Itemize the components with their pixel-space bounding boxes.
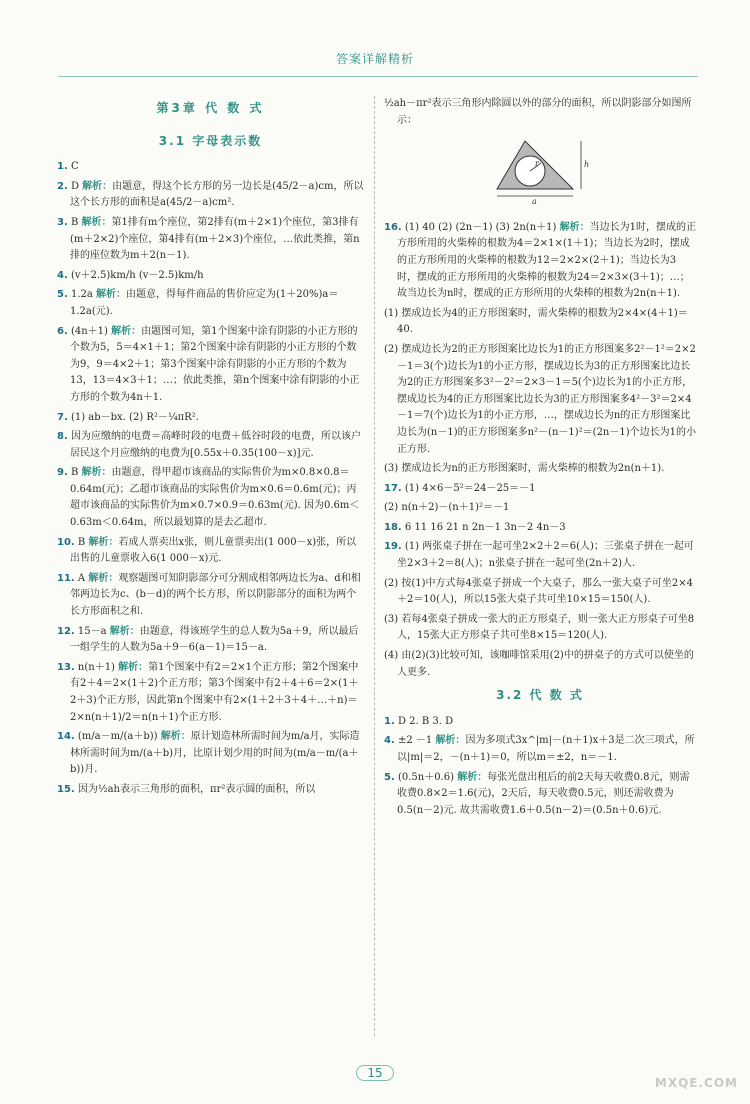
item-answer: 因为应缴纳的电费＝高峰时段的电费＋低谷时段的电费，所以该户居民这个月应缴纳的电费为[0.55x＋0.35(100－x)]元.	[70, 431, 361, 459]
answer-item	[384, 481, 696, 498]
answer-item	[57, 571, 364, 621]
triangle-circle-diagram	[485, 133, 595, 205]
answer-item	[57, 159, 364, 176]
item-answer: (2) n(n＋2)－(n＋1)²＝－1	[384, 502, 510, 514]
a-label: a	[532, 197, 537, 206]
answer-item	[384, 500, 696, 517]
right-column	[384, 96, 696, 822]
item-explanation: 由题意，得每件商品的售价应定为(1＋20%)a＝1.2a(元).	[70, 289, 339, 317]
item-answer: D 2. B 3. D	[397, 715, 454, 727]
item-answer: (4) 由(2)(3)比较可知，该咖啡馆采用(2)中的拼桌子的方式可以使坐的人更多.	[384, 650, 694, 678]
item-answer: D	[70, 180, 79, 192]
answer-item	[384, 714, 696, 731]
analysis-label: 解析：	[118, 661, 149, 673]
answer-item	[384, 520, 696, 537]
item-answer: ±2 －1	[397, 735, 433, 747]
answer-item	[57, 729, 364, 779]
answer-item	[384, 461, 696, 478]
answer-item	[384, 220, 696, 303]
answer-item	[57, 324, 364, 407]
column-divider	[374, 96, 375, 1036]
answer-item	[57, 179, 364, 212]
item-number: 4.	[57, 269, 68, 281]
analysis-label: 解析：	[81, 216, 112, 228]
item-number: 11.	[57, 572, 75, 584]
answer-item	[57, 660, 364, 726]
item-answer: 因为½ah表示三角形的面积，πr²表示圆的面积，所以	[77, 783, 316, 795]
analysis-label: 解析：	[109, 625, 140, 637]
item-answer: (0.5n＋0.6)	[397, 771, 455, 783]
item-explanation: 由题意，得这个长方形的另一边长是(45/2－a)cm，所以这个长方形的面积是a(45/2－a)cm².	[70, 180, 364, 209]
item-answer: B	[77, 536, 86, 548]
item-answer: (v＋2.5)km/h (v－2.5)km/h	[70, 269, 204, 281]
answer-item	[57, 410, 364, 427]
answer-item	[57, 782, 364, 799]
left-column	[57, 96, 364, 802]
item-explanation: 由题意，得该班学生的总人数为5a＋9，所以最后一组学生的人数为5a＋9－6(a－1)＝15－a.	[70, 625, 359, 654]
section-title-3-2: 3.2 代 数 式	[496, 688, 584, 703]
item-number: 8.	[57, 431, 68, 443]
right-answer-list	[384, 220, 696, 681]
item-number: 1.	[384, 715, 395, 727]
item-answer: (1) 摆成边长为4的正方形图案时，需火柴棒的根数为2×4×(4＋1)＝40.	[384, 307, 688, 336]
item-answer: B	[70, 216, 79, 228]
answer-item	[57, 465, 364, 531]
answer-item	[57, 429, 364, 462]
item-answer: (2) 按(1)中方式每4张桌子拼成一个大桌子，那么一张大桌子可坐2×4＋2＝10(人)，所以15张大桌子共可坐10×15＝150(人).	[384, 577, 693, 606]
item-number: 1.	[57, 161, 68, 173]
header-rule	[58, 76, 698, 77]
item-answer: C	[70, 161, 79, 173]
item-answer: (m/a－m/(a＋b))	[77, 731, 158, 743]
item-answer: (1) ab－bx. (2) R²－¼πR².	[70, 411, 199, 423]
item-explanation: 若成人票卖出x张，则儿童票卖出(1 000－x)张，所以出售的儿童票收入6(1 000－x)元.	[70, 536, 357, 565]
triangle-figure	[384, 133, 696, 212]
page-footer	[0, 1062, 750, 1081]
item-explanation: 每张光盘出租后的前2天每天收费0.8元，则需收费0.8×2＝1.6(元)，2天后，每天收费0.5元，则还需收费为0.5(n－2)元. 故共需收费1.6＋0.5(n－2)＝(0.5n＋0.6)元.	[397, 771, 690, 816]
item-answer: 1.2a	[70, 289, 93, 301]
item-explanation: 当边长为1时，摆成的正方形所用的火柴棒的根数为4＝2×1×(1＋1)；当边长为2时，摆成的正方形所用的火柴棒的根数为12＝2×2×(2＋1)；当边长为3时，摆成的正方形所用的火柴棒的根数为24＝2×3×(3＋1)；…；故当边长为n时，摆成的正方形所用的火柴棒的根数为2n(n＋1).	[397, 221, 696, 300]
analysis-label: 解析：	[88, 572, 119, 584]
analysis-label: 解析：	[82, 180, 113, 192]
item-answer: B	[70, 467, 79, 479]
item-number: 5.	[57, 289, 68, 301]
item-number: 7.	[57, 411, 68, 423]
left-answer-list	[57, 159, 364, 798]
analysis-label: 解析：	[81, 467, 112, 479]
item-number: 12.	[57, 625, 75, 637]
item-number: 17.	[384, 482, 402, 494]
r-label: r	[535, 159, 539, 169]
item-number: 14.	[57, 731, 75, 743]
analysis-label: 解析：	[96, 289, 127, 301]
answer-item	[384, 576, 696, 609]
running-header: 答案详解精析	[335, 52, 414, 66]
right-answer-list-2	[384, 714, 696, 820]
item-number: 19.	[384, 541, 402, 553]
answer-item	[384, 648, 696, 681]
item-explanation: 由题图可知，第1个图案中涂有阴影的小正方形的个数为5，5＝4×1＋1；第2个图案中涂有阴影的小正方形的个数为9，9＝4×2＋1；第3个图案中涂有阴影的小正方形的个数为13，13＝4×3＋1；…；依此类推，第n个图案中涂有阴影的小正方形的个数为4n＋1.	[70, 325, 360, 403]
item-answer: (4n＋1)	[70, 325, 108, 337]
item-answer: (1) 4×6－5²＝24－25＝－1	[404, 482, 536, 494]
answer-item	[57, 215, 364, 265]
analysis-label: 解析：	[88, 536, 119, 548]
item-number: 6.	[57, 325, 68, 337]
answer-item	[57, 268, 364, 285]
item-number: 3.	[57, 216, 68, 228]
item-answer: n(n＋1)	[77, 661, 115, 673]
answer-item	[384, 342, 696, 458]
item-answer: (1) 40 (2) (2n－1) (3) 2n(n＋1)	[404, 221, 557, 233]
answer-item	[384, 539, 696, 572]
h-label: h	[584, 160, 590, 170]
answer-item	[384, 306, 696, 339]
item-number: 2.	[57, 180, 68, 192]
answer-15-continuation: ½ah－πr²表示三角形内除圆以外的部分的面积，所以阴影部分如图所示：	[384, 98, 692, 126]
item-number: 15.	[57, 783, 75, 795]
answer-item	[384, 612, 696, 645]
watermark-logo: MXQE.COM	[654, 1076, 738, 1090]
item-number: 13.	[57, 661, 75, 673]
analysis-label: 解析：	[160, 731, 191, 743]
item-answer: 6 11 16 21 n 2n－1 3n－2 4n－3	[404, 521, 566, 533]
item-explanation: 观察题图可知阴影部分可分割成相邻两边长为a、d和相邻两边长为c、(b－d)的两个长方形，所以阴影部分的面积为两个长方形面积之和.	[70, 572, 361, 618]
analysis-label: 解析：	[559, 221, 590, 233]
answer-item	[384, 770, 696, 820]
item-answer: (3) 摆成边长为n的正方形图案时，需火柴棒的根数为2n(n＋1).	[384, 463, 665, 475]
answer-item	[57, 535, 364, 568]
item-answer: (2) 摆成边长为2的正方形图案比边长为1的正方形图案多2²－1²＝2×2－1＝3(个)边长为1的小正方形，摆成边长为3的正方形图案比边长为2的正方形图案多3²－2²＝2×3－1＝5(个)边长为1的小正方形，摆成边长为4的正方形图案比边长为3的正方形图案多4²－3²＝2×4－1＝7(个)边长为1的小正方形，…，摆成边长为n的正方形图案比边长为(n－1)的正方形图案多n²－(n－1)²＝(2n－1)个边长为1的小正方形.	[384, 343, 696, 455]
section-title-3-1: 3.1 字母表示数	[158, 133, 263, 148]
item-answer: (1) 两张桌子拼在一起可坐2×2＋2＝6(人)；三张桌子拼在一起可坐2×3＋2＝8(人)；n张桌子拼在一起可坐(2n＋2)人.	[397, 541, 694, 570]
item-answer: A	[77, 572, 86, 584]
item-explanation: 因为多项式3x^|m|－(n＋1)x＋3是二次三项式，所以|m|＝2，－(n＋1)＝0，所以m＝±2，n＝－1.	[397, 735, 695, 763]
item-number: 9.	[57, 467, 68, 479]
chapter-title: 第3章 代 数 式	[156, 101, 265, 115]
answer-item	[384, 733, 696, 766]
answer-item	[57, 287, 364, 320]
answer-item	[57, 624, 364, 657]
item-explanation: 由题意，得甲超市该商品的实际售价为m×0.8×0.8＝0.64m(元)；乙超市该商品的实际售价为m×0.6＝0.6m(元)；丙超市该商品的实际售价为m×0.7×0.9＝0.63m(元). 因为0.6m＜0.63m＜0.64m，所以最划算的是去乙超市.	[70, 467, 360, 529]
analysis-label: 解析：	[457, 771, 488, 783]
item-explanation: 第1个图案中有2＝2×1个正方形；第2个图案中有2＋4＝2×(1＋2)个正方形；第3个图案中有2＋4＋6＝2×(1＋2＋3)个正方形，因此第n个图案中有2×(1＋2＋3＋4＋…＋n)＝2×n(n＋1)/2＝n(n＋1)个正方形.	[70, 661, 359, 723]
item-number: 4.	[384, 735, 395, 747]
item-explanation: 原计划造林所需时间为m/a月，实际造林所需时间为m/(a＋b)月，比原计划少用的时间为(m/a－m/(a＋b))月.	[70, 731, 360, 776]
item-number: 18.	[384, 521, 402, 533]
item-answer: (3) 若每4张桌子拼成一张大的正方形桌子，则一张大正方形桌子可坐8人，15张大正方形桌子共可坐8×15＝120(人).	[384, 613, 695, 642]
item-answer: 15－a	[77, 625, 107, 637]
analysis-label: 解析：	[111, 325, 142, 337]
item-explanation: 第1排有m个座位，第2排有(m＋2×1)个座位，第3排有(m＋2×2)个座位，第4排有(m＋2×3)个座位，…依此类推，第n排的座位数为m＋2(n－1).	[70, 216, 360, 262]
analysis-label: 解析：	[435, 735, 466, 747]
item-number: 10.	[57, 536, 75, 548]
item-number: 16.	[384, 221, 402, 233]
page-number: 15	[356, 1065, 393, 1081]
item-number: 5.	[384, 771, 395, 783]
